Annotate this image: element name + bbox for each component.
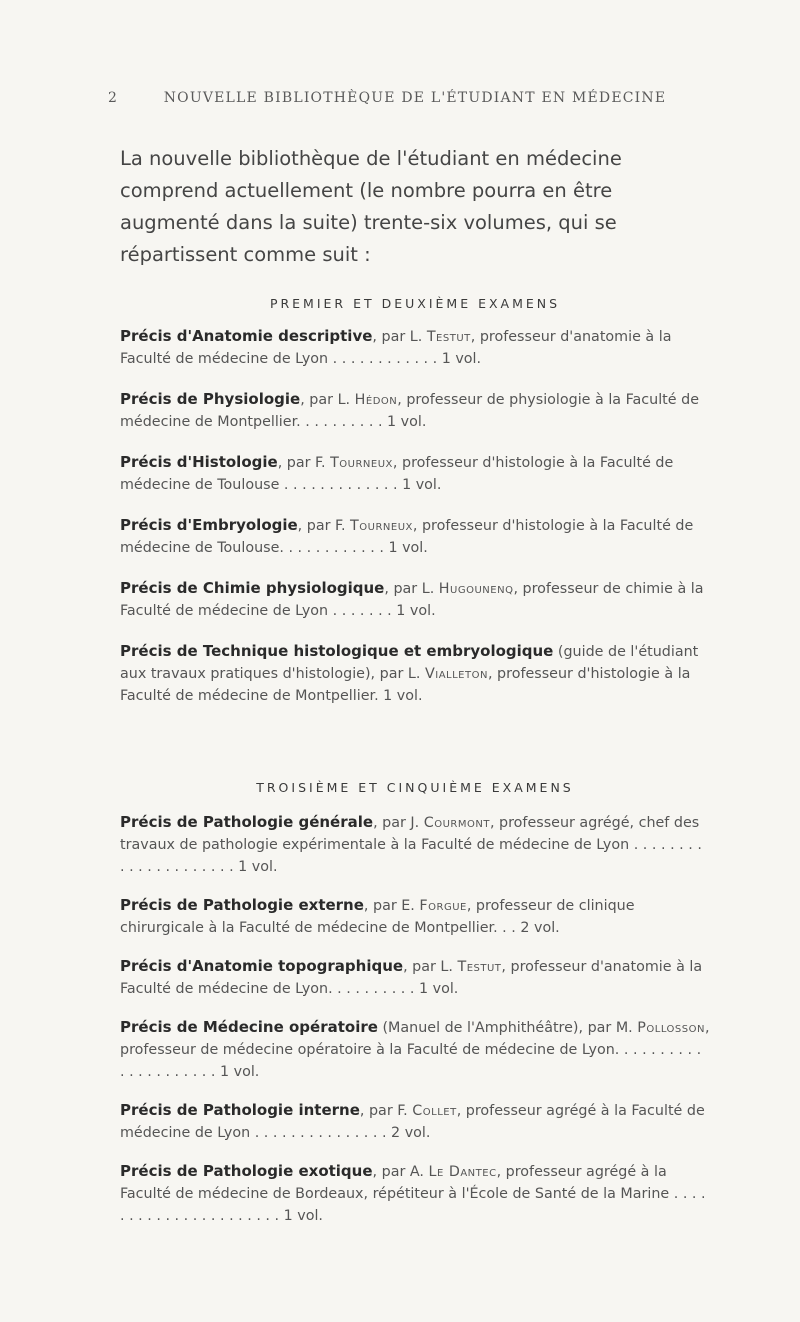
entry-text: , professeur d'anatomie à la Faculté de médecine de Lyon . . . . . . . . . . . . 1 vol.: [120, 329, 672, 367]
entry-author: Courmont: [423, 815, 490, 831]
list-item: [120, 894, 710, 939]
entry-title: Précis d'Anatomie descriptive: [120, 327, 373, 345]
list-item: [120, 811, 710, 878]
entry-title: Précis d'Anatomie topographique: [120, 957, 404, 975]
entry-title: Précis de Technique histologique et embryologique: [120, 642, 554, 660]
entry-text: , professeur d'anatomie à la Faculté de médecine de Lyon. . . . . . . . . . 1 vol.: [120, 959, 703, 997]
entry-text: , par A.: [372, 1164, 429, 1180]
list-item: [120, 388, 710, 433]
list-item: [120, 955, 710, 1000]
entry-text: , professeur de clinique chirurgicale à la Faculté de médecine de Montpellier. . . 2 vol.: [120, 898, 635, 936]
entry-text: , par L.: [384, 581, 439, 597]
entry-title: Précis d'Histologie: [120, 453, 278, 471]
list-item: [120, 1160, 710, 1227]
list-item: [120, 640, 710, 707]
entry-text: (guide de l'étudiant aux travaux pratiques d'histologie), par L.: [120, 644, 699, 682]
section-heading: PREMIER ET DEUXIÈME EXAMENS: [269, 296, 561, 311]
entry-title: Précis de Pathologie externe: [120, 896, 364, 914]
entry-author: Collet: [412, 1103, 457, 1119]
entry-text: , par F.: [359, 1103, 413, 1119]
entry-text: , professeur agrégé à la Faculté de médecine de Lyon . . . . . . . . . . . . . . . 2 vol.: [120, 1103, 705, 1141]
entry-title: Précis de Pathologie générale: [120, 813, 374, 831]
entry-text: , par L.: [300, 392, 355, 408]
entry-text: , par F.: [277, 455, 331, 471]
section-heading: TROISIÈME ET CINQUIÈME EXAMENS: [256, 780, 574, 795]
list-item: [120, 325, 710, 370]
intro-paragraph: La nouvelle bibliothèque de l'étudiant en médecine comprend actuellement (le nombre pourra en être augmenté dans la suite) trente-six volumes, qui se répartissent comme suit :: [120, 147, 622, 266]
entry-text: , professeur de physiologie à la Faculté de médecine de Montpellier. . . . . . . . . . 1 vol.: [120, 392, 699, 430]
entry-author: Le Dantec: [428, 1164, 497, 1180]
entry-text: , professeur agrégé, chef des travaux de pathologie expérimentale à la Faculté de médecine de Lyon . . . . . . . . . . . . . . . . . . . . . 1 vol.: [120, 815, 702, 875]
entry-text: , professeur de chimie à la Faculté de médecine de Lyon . . . . . . . 1 vol.: [120, 581, 704, 619]
list-item: [120, 514, 710, 559]
entry-author: Hugounenq: [438, 581, 514, 597]
entry-list: [120, 811, 710, 1227]
entry-title: Précis de Pathologie interne: [120, 1101, 360, 1119]
list-item: [120, 577, 710, 622]
entry-text: , professeur d'histologie à la Faculté de médecine de Toulouse. . . . . . . . . . . . 1 vol.: [120, 518, 694, 556]
entry-author: Tourneux: [350, 518, 413, 534]
entry-title: Précis de Physiologie: [120, 390, 301, 408]
entry-title: Précis de Pathologie exotique: [120, 1162, 373, 1180]
entry-text: , professeur agrégé à la Faculté de médecine de Bordeaux, répétiteur à l'École de Santé de la Marine . . . . . . . . . . . . . . . . . . . . . . 1 vol.: [120, 1164, 706, 1224]
entry-text: , par L.: [372, 329, 427, 345]
entry-author: Pollosson: [637, 1020, 705, 1036]
list-item: [120, 1099, 710, 1144]
entry-text: , par L.: [403, 959, 458, 975]
entry-text: , professeur d'histologie à la Faculté de médecine de Toulouse . . . . . . . . . . . . . 1 vol.: [120, 455, 674, 493]
entry-list: [120, 325, 710, 707]
entry-author: Hédon: [354, 392, 398, 408]
entry-text: , professeur d'histologie à la Faculté de médecine de Montpellier. 1 vol.: [120, 666, 691, 704]
running-head-title: NOUVELLE BIBLIOTHÈQUE DE L'ÉTUDIANT EN MÉDECINE: [163, 90, 667, 106]
list-item: [120, 451, 710, 496]
page-number: 2: [108, 90, 119, 106]
list-item: [120, 1016, 710, 1083]
entry-author: Forgue: [419, 898, 467, 914]
entry-title: Précis de Chimie physiologique: [120, 579, 385, 597]
entry-title: Précis d'Embryologie: [120, 516, 298, 534]
running-head: [108, 90, 710, 106]
entry-text: , par J.: [373, 815, 424, 831]
entry-text: , professeur de médecine opératoire à la Faculté de médecine de Lyon. . . . . . . . . . . . . . . . . . . . . 1 vol.: [120, 1020, 710, 1080]
entry-author: Testut: [457, 959, 502, 975]
entry-author: Tourneux: [330, 455, 393, 471]
entry-text: , par E.: [363, 898, 420, 914]
entry-title: Précis de Médecine opératoire: [120, 1018, 378, 1036]
entry-text: , par F.: [297, 518, 351, 534]
entry-text: (Manuel de l'Amphithéâtre), par M.: [377, 1020, 638, 1036]
entry-author: Testut: [426, 329, 471, 345]
entry-author: Vialleton: [424, 666, 488, 682]
